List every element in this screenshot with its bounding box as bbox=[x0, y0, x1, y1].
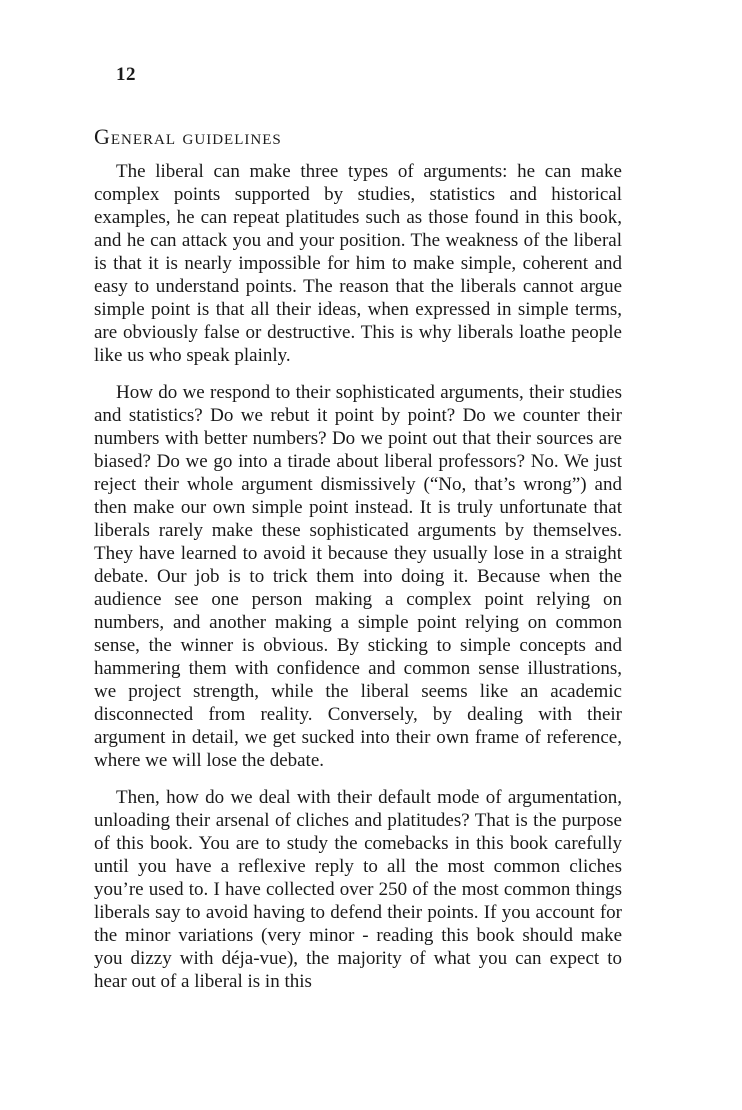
paragraph: How do we respond to their sophisticated arguments, their studies and statistics? Do we rebut it point by point? Do we counter their numbers with better numbers? Do we point out that their sources are biased? Do we go into a tirade about liberal professors? No. We just reject their whole argument dismissively (“No, that’s wrong”) and then make our own simple point instead. It is truly unfortunate that liberals rarely make these sophisticated arguments by themselves. They have learned to avoid it because they usually lose in a straight debate. Our job is to trick them into doing it. Because when the audience see one person making a complex point relying on numbers, and another making a simple point relying on common sense, the winner is obvious. By sticking to simple concepts and hammering them with confidence and common sense illustrations, we project strength, while the liberal seems like an academic disconnected from reality. Conversely, by dealing with their argument in detail, we get sucked into their own frame of reference, where we will lose the debate. bbox=[94, 382, 622, 771]
body-text bbox=[94, 160, 622, 1007]
paragraph: Then, how do we deal with their default mode of argumentation, unloading their arsenal of cliches and platitudes? That is the purpose of this book. You are to study the comebacks in this book carefully until you have a reflexive reply to all the most common cliches you’re used to. I have collected over 250 of the most common things liberals say to avoid having to defend their points. If you account for the minor variations (very minor - reading this book should make you dizzy with déja-vue), the majority of what you can expect to hear out of a liberal is in this bbox=[94, 787, 622, 992]
section-heading: General guidelines bbox=[94, 124, 282, 149]
page-number: 12 bbox=[116, 64, 136, 85]
paragraph: The liberal can make three types of arguments: he can make complex points supported by studies, statistics and historical examples, he can repeat platitudes such as those found in this book, and he can attack you and your position. The weakness of the liberal is that it is nearly impossible for him to make simple, coherent and easy to understand points. The reason that the liberals cannot argue simple point is that all their ideas, when expressed in simple terms, are obviously false or destructive. This is why liberals loathe people like us who speak plainly. bbox=[94, 161, 622, 366]
